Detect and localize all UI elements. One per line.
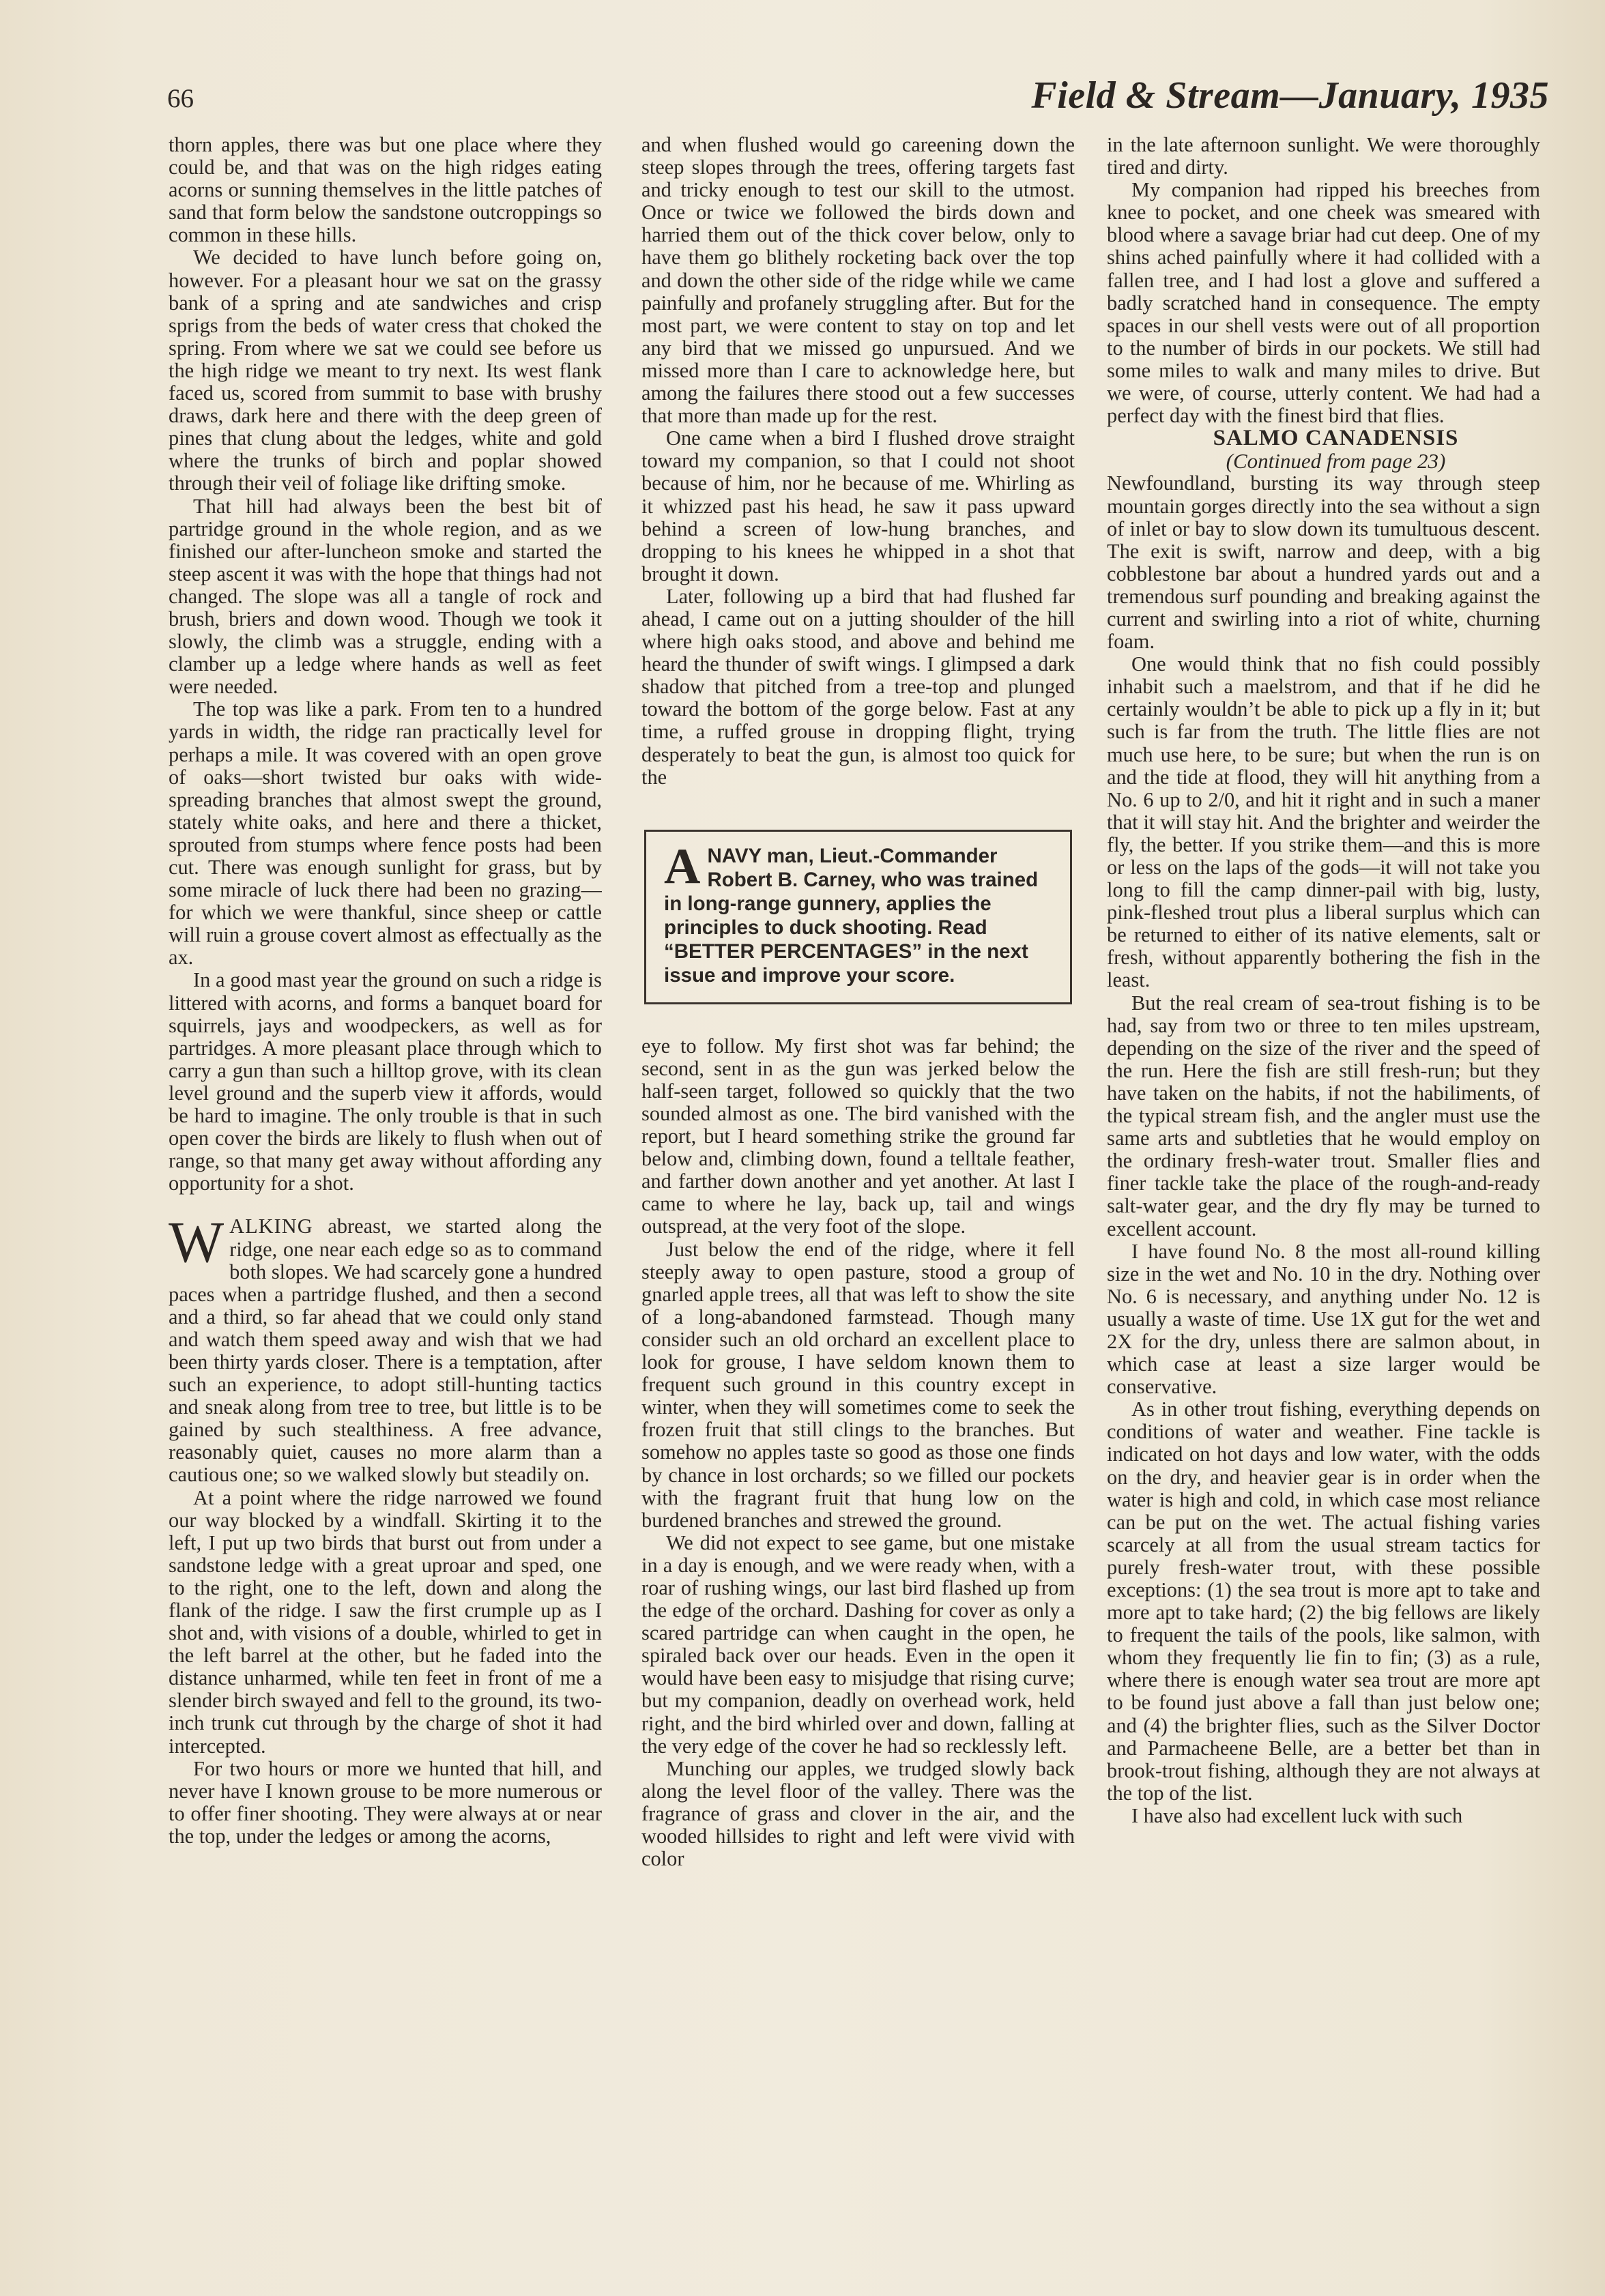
paragraph: Newfoundland, bursting its way through steep mountain gorges directly into the sea without a sign of inlet or bay to slow down its tumultuous descent. The exit is swift, narrow and deep, with a big cobblestone bar about a hundred yards out and a tremendous surf pounding and breaking against the current and swirling into a riot of white, churning foam.: [1107, 471, 1540, 654]
paragraph: For two hours or more we hunted that hill, and never have I known grouse to be more numerous or to offer finer shooting. They were always at or near the top, under the ledges or among the acorns,: [169, 1756, 602, 1848]
paragraph: We did not expect to see game, but one mistake in a day is enough, and we were ready when, with a roar of rushing wings, our last bird flashed up from the edge of the orchard. Dashing for cover as only a scared partridge can when caught in the open, he spiraled back over our heads. Even in the open it would have been easy to misjudge that rising curve; but my companion, deadly on overhead work, held right, and the bird whirled over and down, falling at the very edge of the cover he had so recklessly left.: [641, 1530, 1075, 1758]
paragraph: eye to follow. My first shot was far behind; the second, sent in as the gun was jerked below the half-seen target, followed so quickly that the two sounded almost as one. The bird vanished with the report, but I heard something strike the ground far below and, climbing down, found a telltale feather, and farther down another and yet another. At last I came to where he lay, back up, tail and wings outspread, at the very foot of the slope.: [641, 1034, 1075, 1238]
paragraph: The top was like a park. From ten to a hundred yards in width, the ridge ran practically level for perhaps a mile. It was covered with an open grove of oaks—short twisted bur oaks with wide-spreading branches that almost swept the ground, stately white oaks, and here and there a thicket, sprouted from stumps where fence posts had been cut. There was enough sunlight for grass, but by some miracle of luck there had been no grazing—for which we were thankful, since sheep or cattle will ruin a grouse covert almost as effectually as the ax.: [169, 697, 602, 970]
next-issue-teaser-box: [644, 830, 1072, 1004]
paragraph: One would think that no fish could possibly inhabit such a maelstrom, and that if he did he certainly wouldn’t be able to pick up a fly in it; but such is far from the truth. The little flies are not much use here, to be sure; but when the run is on and the tide at flood, they will hit anything from a No. 6 up to 2/0, and hit it right and in such a maner that it will stay hit. And the brighter and weirder the fly, the better. If you strike them—and this is more or less on the laps of the gods—it will not take you long to fill the camp dinner-pail with big, lusty, pink-fleshed trout plus a liberal surplus which can be returned to either of its native elements, salt or fresh, without apparently bothering the fish in the least.: [1107, 652, 1540, 992]
page-header: [167, 74, 1549, 121]
column-1: [169, 134, 602, 2235]
page-number: 66: [167, 84, 194, 113]
paragraph: in the late afternoon sunlight. We were thoroughly tired and dirty.: [1107, 134, 1540, 179]
paragraph: I have also had excellent luck with such: [1131, 1803, 1463, 1827]
column-2: [641, 134, 1075, 2235]
column-3: [1107, 134, 1540, 2235]
paragraph: But the real cream of sea-trout fishing is to be had, say from two or three to ten miles upstream, depending on the size of the river and the speed of the run. Here the fish are still fresh-run; but they have taken on the habits, if not the habiliments, of the typical stream fish, and the angler must use the same arts and subtleties that he would employ on the ordinary fresh-water trout. Smaller flies and finer tackle take the place of the rough-and-ready salt-water gear, and the dry fly may be turned to excellent account.: [1107, 991, 1540, 1240]
teaser-text: NAVY man, Lieut.-Commander Robert B. Carney, who was trained in long-range gunnery, applies the principles to duck shooting. Read “BETTER PERCENTAGES” in the next issue and improve your score.: [664, 844, 1039, 987]
article-heading: SALMO CANADENSIS: [1213, 426, 1459, 451]
paragraph-text: abreast, we started along the ridge, one near each edge so as to command both slopes. We had scarcely gone a hundred paces when a partridge flushed, and then a second and a third, so far ahead that we could only stand and watch them speed away and wish that we had been thirty yards closer. There is a temptation, after such an experience, to adopt still-hunting tactics and sneak along from tree to tree, but little is to be gained by such stealthiness. A free advance, reasonably quiet, causes no more alarm than a cautious one; so we walked slowly but steadily on.: [169, 1215, 602, 1487]
paragraph: Later, following up a bird that had flushed far ahead, I came out on a jutting shoulder of the hill where high oaks stood, and above and behind me heard the thunder of swift wings. I glimpsed a dark shadow that pitched from a tree-top and plunged toward the bottom of the gorge below. Fast at any time, a ruffed grouse in dropping flight, trying desperately to beat the gun, is almost too quick for the: [641, 584, 1075, 789]
drop-cap: W: [169, 1209, 225, 1275]
paragraph: That hill had always been the best bit of partridge ground in the whole region, and as we finished our after-luncheon smoke and started the steep ascent it was with the hope that things had not changed. The slope was all a tangle of rock and brush, briers and down wood. Though we took it slowly, the climb was a struggle, ending with a clamber up a ledge where hands as well as feet were needed.: [169, 494, 602, 699]
paragraph: One came when a bird I flushed drove straight toward my companion, so that I could not shoot because of him, nor he because of me. Whirling as it whizzed past his head, he saw it pass upward behind a screen of low-hung branches, and dropping to his knees he whipped in a shot that brought it down.: [641, 426, 1075, 585]
paragraph: At a point where the ridge narrowed we found our way blocked by a windfall. Skirting it to the left, I put up two birds that burst out from under a sandstone ledge with a great uproar and sped, one to the right, one to the left, down and along the flank of the ridge. I saw the first crumple up as I shot and, with visions of a double, whirled to get in the left barrel at the other, but he faded into the distance unharmed, while ten feet in front of me a slender birch swayed and fell to the ground, its two-inch trunk cut through by the charge of shot it had intercepted.: [169, 1485, 602, 1758]
section-paragraph: [169, 1209, 602, 1487]
paragraph: As in other trout fishing, everything depends on conditions of water and weather. Fine tackle is indicated on hot days and low water, with the odds on the dry, and heavier gear is in order when the water is high and cold, in which case most reliance can be put on the wet. The actual fishing varies scarcely at all from the usual stream tactics for purely fresh-water trout, with these possible exceptions: (1) the sea trout is more apt to take and more apt to take hard; (2) the big fellows are likely to frequent the tails of the pools, like salmon, with whom they frequently lie fin to fin; (3) as a rule, where there is enough water sea trout are more apt to be found just above a fall than just below one; and (4) the brighter flies, such as the Silver Doctor and Parmacheene Belle, are a better bet than in brook-trout fishing, although they are not always at the top of the list.: [1107, 1397, 1540, 1805]
small-caps-lead: ALKING: [229, 1215, 313, 1238]
teaser-drop-cap: A: [664, 838, 701, 895]
paragraph: I have found No. 8 the most all-round killing size in the wet and No. 10 in the dry. Nothing over No. 6 is necessary, and anything under No. 12 is usually a waste of time. Use 1X gut for the wet and 2X for the dry, unless there are salmon about, in which case at least a size larger would be conservative.: [1107, 1239, 1540, 1399]
continued-note: (Continued from page 23): [1226, 449, 1446, 474]
paragraph: Munching our apples, we trudged slowly back along the level floor of the valley. There was the fragrance of grass and clover in the air, and the wooded hillsides to right and left were vivid with color: [641, 1756, 1075, 1871]
magazine-title: Field & Stream—January, 1935: [1031, 74, 1549, 117]
paragraph: Just below the end of the ridge, where it fell steeply away to open pasture, stood a group of gnarled apple trees, all that was left to show the site of a long-abandoned farmstead. Though many consider such an old orchard an excellent place to look for grouse, I have seldom known them to frequent such ground in this country except in winter, when they will sometimes come to seek the frozen fruit that still clings to the branches. But somehow no apples taste so good as those one finds by chance in lost orchards; so we filled our pockets with the fragrant fruit that hung low on the burdened branches and strewed the ground.: [641, 1237, 1075, 1532]
paragraph: and when flushed would go careening down the steep slopes through the trees, offering targets fast and tricky enough to test our skill to the utmost. Once or twice we followed the birds down and harried them out of the thick cover below, only to have them go blithely rocketing back over the top and down the other side of the ridge while we came painfully and profanely struggling after. But for the most part, we were content to stay on top and let any bird that we missed go unpursued. And we missed more than I care to acknowledge here, but among the failures there stood out a few successes that more than made up for the rest.: [641, 134, 1075, 428]
paragraph: thorn apples, there was but one place where they could be, and that was on the high ridges eating acorns or sunning themselves in the little patches of sand that form below the sandstone outcroppings so common in these hills.: [169, 134, 602, 247]
paragraph: We decided to have lunch before going on, however. For a pleasant hour we sat on the grassy bank of a spring and ate sandwiches and crisp sprigs from the beds of water cress that choked the spring. From where we sat we could see before us the high ridge we meant to try next. Its west flank faced us, scored from summit to base with brushy draws, dark here and there with the deep green of pines that clung about the ledges, white and gold where the trunks of birch and poplar showed through their veil of foliage like drifting smoke.: [169, 246, 602, 495]
paragraph: My companion had ripped his breeches from knee to pocket, and one cheek was smeared with blood where a savage briar had cut deep. One of my shins ached painfully where it had collided with a fallen tree, and I had lost a glove and suffered a badly scratched hand in consequence. The empty spaces in our shell vests were out of all proportion to the number of birds in our pockets. We still had some miles to walk and many miles to drive. But we were, of course, utterly content. We had had a perfect day with the finest bird that flies.: [1107, 178, 1540, 428]
paragraph: In a good mast year the ground on such a ridge is littered with acorns, and forms a banquet board for squirrels, jays and woodpeckers, as well as for partridges. A more pleasant place through which to carry a gun than such a hilltop grove, with its clean level ground and the superb view it affords, would be hard to imagine. The only trouble is that in such open cover the birds are likely to flush when out of range, so that many get away without affording any opportunity for a shot.: [169, 968, 602, 1195]
